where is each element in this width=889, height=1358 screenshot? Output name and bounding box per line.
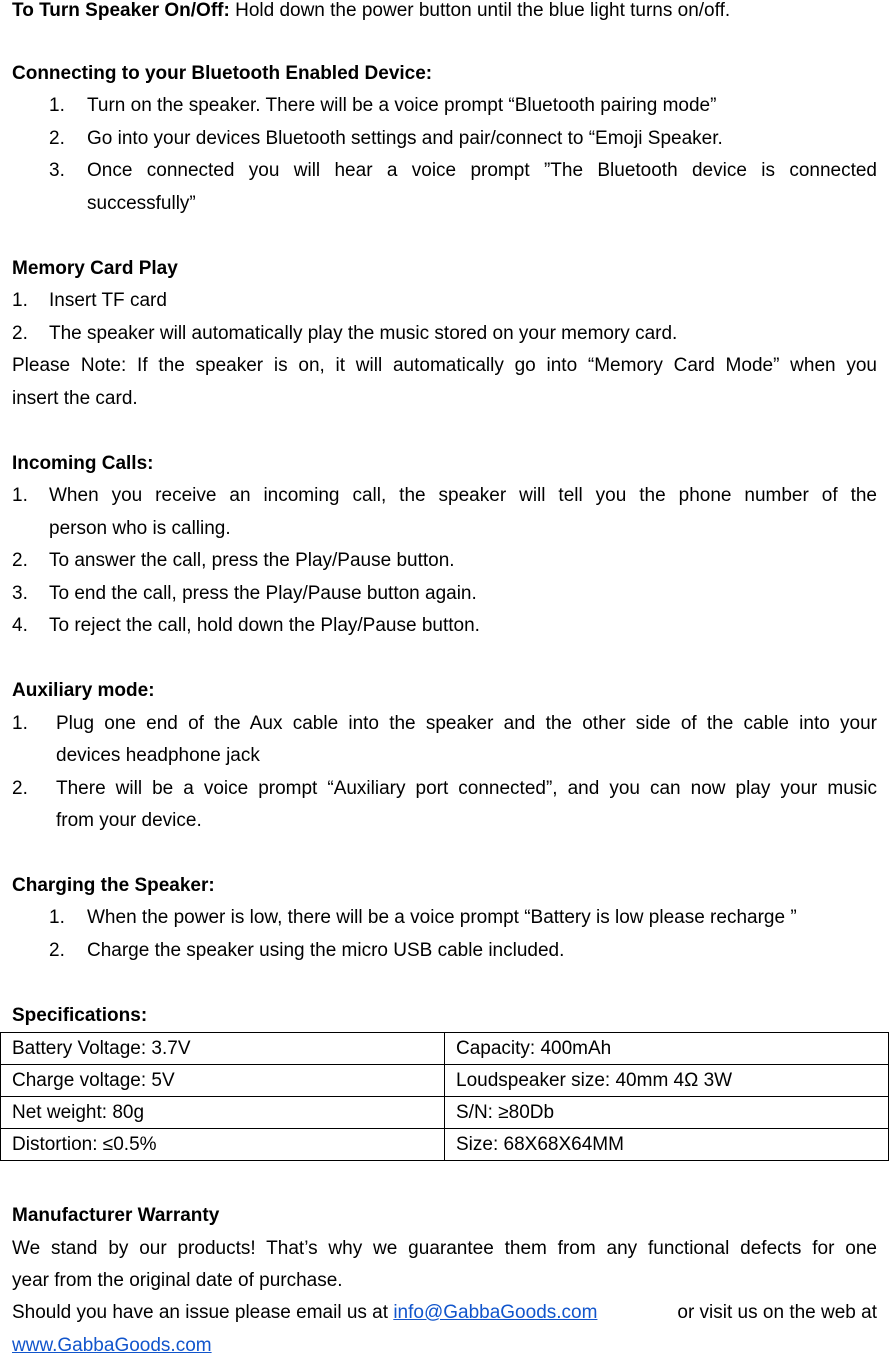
charging-heading: Charging the Speaker: — [12, 875, 215, 896]
calls-item-4-text: To reject the call, hold down the Play/Pause button. — [49, 615, 480, 636]
calls-item-4-number: 4. — [12, 615, 28, 636]
aux-item-2-number: 2. — [12, 778, 28, 799]
aux-item-1-text: Plug one end of the Aux cable into the speaker and the other side of the cable into your — [56, 713, 877, 734]
aux-heading: Auxiliary mode: — [12, 680, 155, 701]
aux-item-1-continuation: devices headphone jack — [56, 745, 260, 766]
memory-item-2-number: 2. — [12, 323, 28, 344]
power-instruction — [12, 0, 730, 23]
contact-email-wrapper — [393, 1301, 877, 1325]
bluetooth-item-3-continuation: successfully” — [87, 193, 196, 214]
specs-heading: Specifications: — [12, 1005, 148, 1026]
website-line — [12, 1334, 212, 1358]
bluetooth-item-1-text: Turn on the speaker. There will be a voice prompt “Bluetooth pairing mode” — [87, 95, 717, 116]
table-row — [1, 1033, 889, 1065]
warranty-text-continuation: year from the original date of purchase. — [12, 1270, 343, 1291]
bluetooth-item-2-text: Go into your devices Bluetooth settings and pair/connect to “Emoji Speaker. — [87, 128, 723, 149]
spec-size: Size: 68X68X64MM — [445, 1129, 889, 1161]
calls-item-1-text: When you receive an incoming call, the speaker will tell you the phone number of the — [49, 485, 877, 506]
warranty-heading: Manufacturer Warranty — [12, 1205, 220, 1226]
memory-item-2-text: The speaker will automatically play the music stored on your memory card. — [49, 323, 678, 344]
spec-loudspeaker-size: Loudspeaker size: 40mm 4Ω 3W — [445, 1065, 889, 1097]
spec-capacity: Capacity: 400mAh — [445, 1033, 889, 1065]
memory-item-1-number: 1. — [12, 290, 28, 311]
memory-note-continuation: insert the card. — [12, 388, 138, 409]
table-row — [1, 1097, 889, 1129]
table-row — [1, 1065, 889, 1097]
bluetooth-heading: Connecting to your Bluetooth Enabled Device: — [12, 63, 433, 84]
specs-table — [0, 1032, 889, 1161]
calls-heading: Incoming Calls: — [12, 453, 154, 474]
bluetooth-item-3-number: 3. — [49, 160, 65, 181]
bluetooth-item-3-text: Once connected you will hear a voice prompt ”The Bluetooth device is connected — [87, 160, 877, 181]
spec-battery-voltage: Battery Voltage: 3.7V — [1, 1033, 445, 1065]
spec-distortion: Distortion: ≤0.5% — [1, 1129, 445, 1161]
calls-item-1-continuation: person who is calling. — [49, 518, 231, 539]
calls-item-2-text: To answer the call, press the Play/Pause button. — [49, 550, 455, 571]
contact-prefix: Should you have an issue please email us at — [12, 1302, 394, 1323]
aux-item-2-continuation: from your device. — [56, 810, 202, 831]
charging-item-2-text: Charge the speaker using the micro USB cable included. — [87, 940, 565, 961]
calls-item-3-number: 3. — [12, 583, 28, 604]
warranty-text: We stand by our products! That’s why we guarantee them from any functional defects for one — [12, 1238, 877, 1259]
warranty-contact-line — [12, 1301, 877, 1325]
memory-item-1-text: Insert TF card — [49, 290, 167, 311]
power-text: Hold down the power button until the blue light turns on/off. — [229, 0, 731, 21]
website-link[interactable]: www.GabbaGoods.com — [12, 1335, 212, 1356]
spec-net-weight: Net weight: 80g — [1, 1097, 445, 1129]
charging-item-1-number: 1. — [49, 907, 65, 928]
memory-heading: Memory Card Play — [12, 258, 178, 279]
charging-item-2-number: 2. — [49, 940, 65, 961]
calls-item-3-text: To end the call, press the Play/Pause button again. — [49, 583, 477, 604]
memory-note: Please Note: If the speaker is on, it will automatically go into “Memory Card Mode” when you — [12, 355, 877, 376]
spec-sn: S/N: ≥80Db — [445, 1097, 889, 1129]
power-label: To Turn Speaker On/Off: — [12, 0, 230, 21]
table-row — [1, 1129, 889, 1161]
aux-item-1-number: 1. — [12, 713, 28, 734]
bluetooth-item-1-number: 1. — [49, 95, 65, 116]
bluetooth-item-2-number: 2. — [49, 128, 65, 149]
calls-item-2-number: 2. — [12, 550, 28, 571]
aux-item-2-text: There will be a voice prompt “Auxiliary port connected”, and you can now play your music — [56, 778, 877, 799]
email-link[interactable]: info@GabbaGoods.com — [393, 1302, 598, 1323]
charging-item-1-text: When the power is low, there will be a voice prompt “Battery is low please recharge ” — [87, 907, 797, 928]
contact-suffix: or visit us on the web at — [672, 1302, 877, 1323]
spec-charge-voltage: Charge voltage: 5V — [1, 1065, 445, 1097]
calls-item-1-number: 1. — [12, 485, 28, 506]
